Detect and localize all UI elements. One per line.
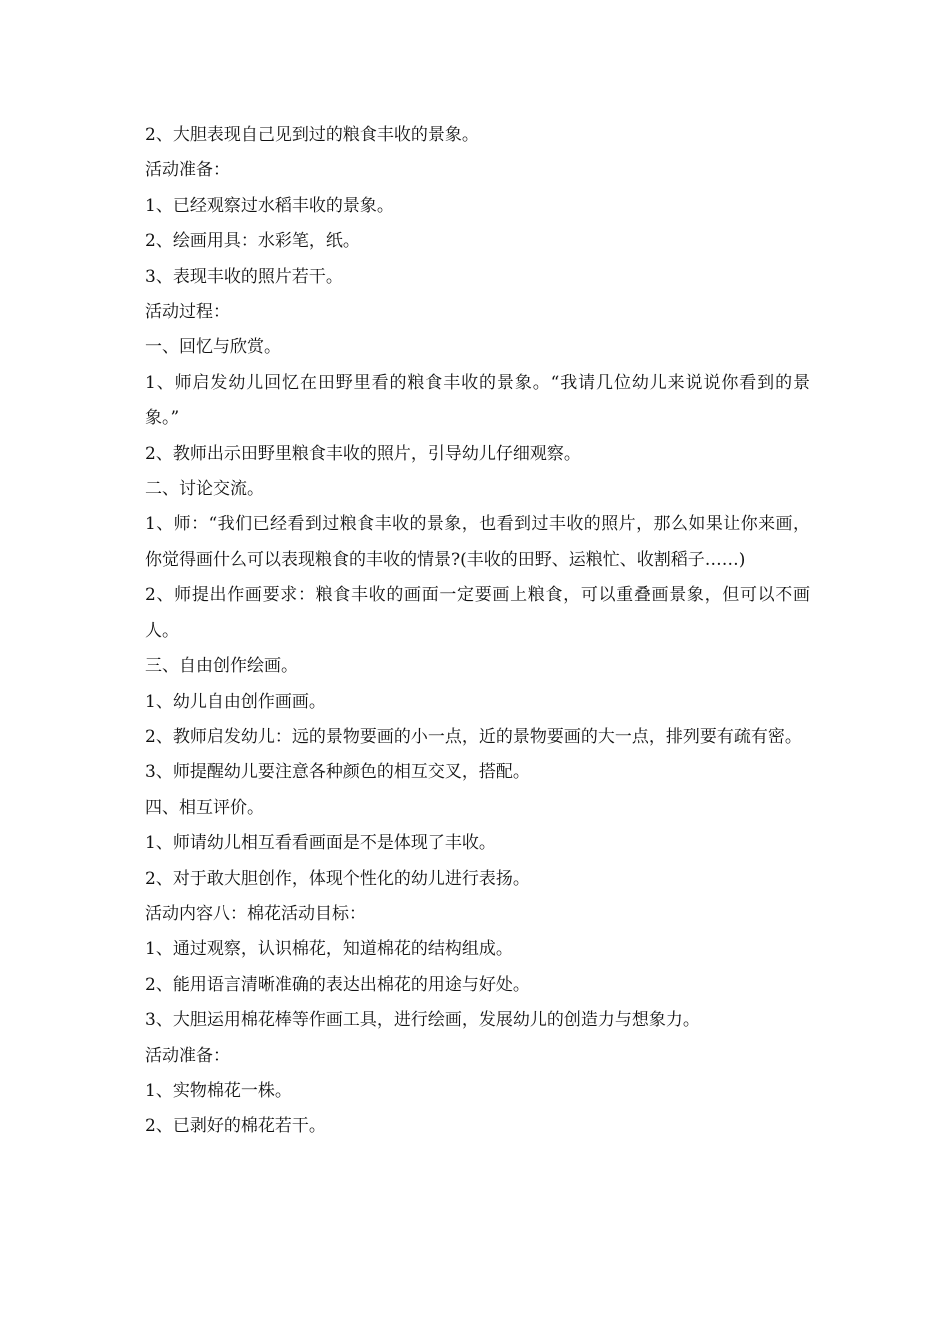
subsection-heading: 一、回忆与欣赏。 bbox=[145, 337, 281, 358]
paragraph: 1、通过观察，认识棉花，知道棉花的结构组成。 bbox=[145, 939, 513, 960]
paragraph: 2、绘画用具：水彩笔，纸。 bbox=[145, 231, 360, 252]
document-body bbox=[145, 118, 810, 1145]
paragraph: 1、已经观察过水稻丰收的景象。 bbox=[145, 195, 394, 216]
paragraph: 3、表现丰收的照片若干。 bbox=[145, 266, 343, 287]
paragraph: 1、师请幼儿相互看看画面是不是体现了丰收。 bbox=[145, 833, 496, 854]
paragraph: 2、教师启发幼儿：远的景物要画的小一点，近的景物要画的大一点，排列要有疏有密。 bbox=[145, 726, 802, 747]
section-heading: 活动准备： bbox=[145, 160, 230, 181]
paragraph: 3、大胆运用棉花棒等作画工具，进行绘画，发展幼儿的创造力与想象力。 bbox=[145, 1010, 700, 1031]
paragraph: 1、实物棉花一株。 bbox=[145, 1080, 292, 1101]
paragraph: 1、师启发幼儿回忆在田野里看的粮食丰收的景象。“我请几位幼儿来说说你看到的景象。” bbox=[145, 372, 810, 429]
paragraph: 2、大胆表现自己见到过的粮食丰收的景象。 bbox=[145, 125, 479, 145]
paragraph: 2、师提出作画要求：粮食丰收的画面一定要画上粮食，可以重叠画景象，但可以不画人。 bbox=[145, 585, 810, 641]
paragraph: 1、幼儿自由创作画画。 bbox=[145, 691, 326, 712]
paragraph: 2、教师出示田野里粮食丰收的照片，引导幼儿仔细观察。 bbox=[145, 443, 581, 464]
subsection-heading: 三、自由创作绘画。 bbox=[145, 656, 298, 677]
paragraph: 2、已剥好的棉花若干。 bbox=[145, 1116, 326, 1137]
paragraph: 1、师：“我们已经看到过粮食丰收的景象，也看到过丰收的照片，那么如果让你来画，你觉得画什么可以表现粮食的丰收的情景?(丰收的田野、运粮忙、收割稻子……) bbox=[145, 514, 810, 570]
section-heading: 活动准备： bbox=[145, 1045, 230, 1066]
subsection-heading: 二、讨论交流。 bbox=[145, 479, 264, 500]
paragraph: 2、对于敢大胆创作，体现个性化的幼儿进行表扬。 bbox=[145, 868, 530, 889]
paragraph: 2、能用语言清晰准确的表达出棉花的用途与好处。 bbox=[145, 974, 530, 995]
subsection-heading: 四、相互评价。 bbox=[145, 797, 264, 818]
section-heading: 活动内容八：棉花活动目标： bbox=[145, 903, 366, 924]
paragraph: 3、师提醒幼儿要注意各种颜色的相互交叉，搭配。 bbox=[145, 762, 530, 783]
section-heading: 活动过程： bbox=[145, 302, 230, 323]
